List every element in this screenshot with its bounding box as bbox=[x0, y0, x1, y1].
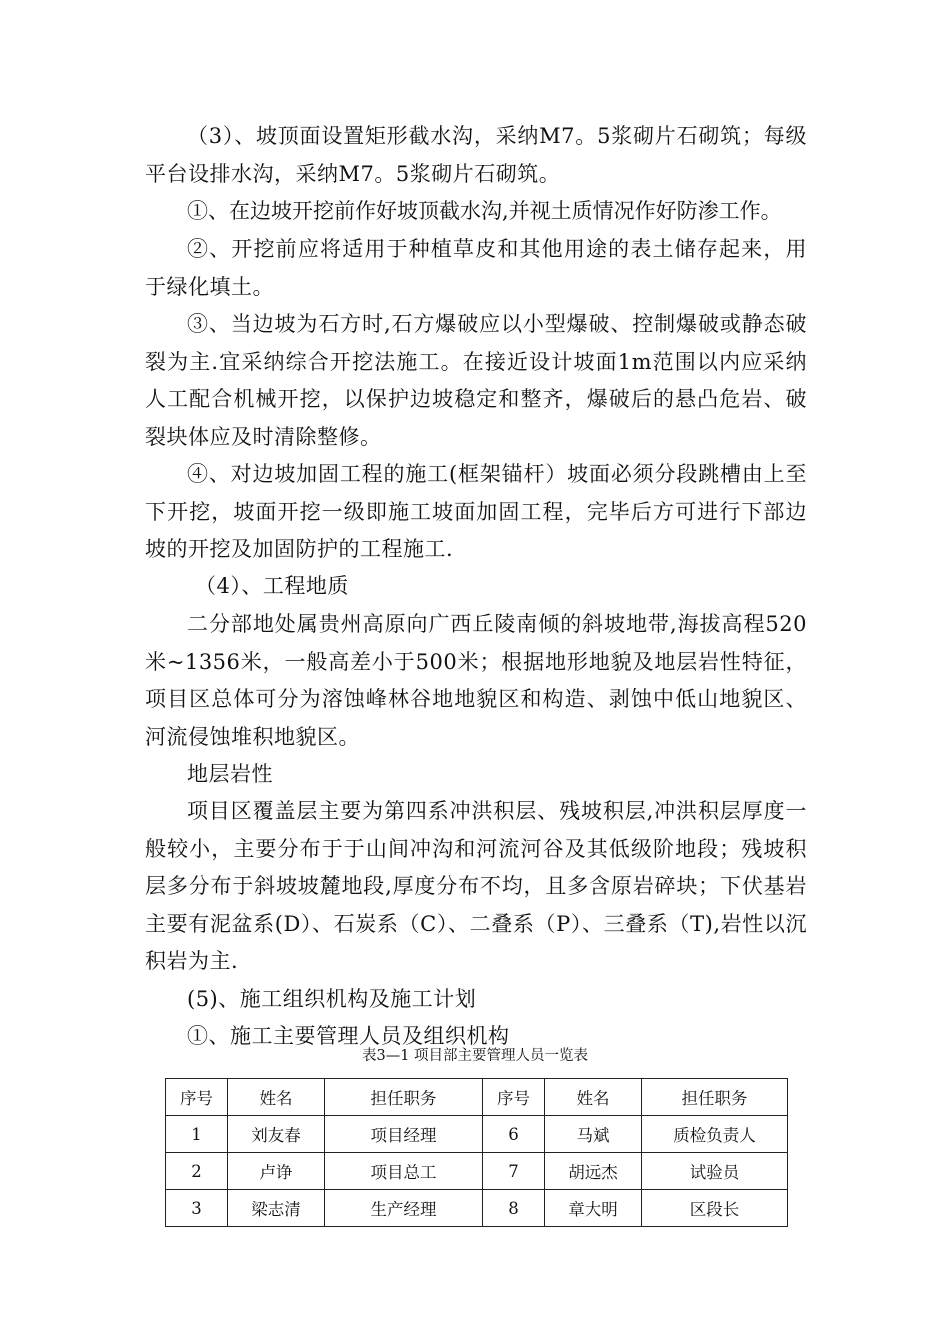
section-heading-organization: (5)、施工组织机构及施工计划 bbox=[187, 987, 477, 1011]
subheading-management: ①、施工主要管理人员及组织机构 bbox=[187, 1024, 510, 1048]
table-cell: 1 bbox=[166, 1116, 228, 1153]
table-cell: 马斌 bbox=[545, 1116, 642, 1153]
paragraph-item-1: ①、在边坡开挖前作好坡顶截水沟,并视土质情况作好防渗工作。 bbox=[187, 199, 782, 223]
table-cell: 章大明 bbox=[545, 1190, 642, 1227]
table-cell: 项目经理 bbox=[325, 1116, 483, 1153]
paragraph-item-2: ②、开挖前应将适用于种植草皮和其他用途的表土储存起来，用于绿化填土。 bbox=[145, 237, 807, 299]
table-cell: 质检负责人 bbox=[642, 1116, 788, 1153]
table-cell: 2 bbox=[166, 1153, 228, 1190]
table-cell: 区段长 bbox=[642, 1190, 788, 1227]
header-cell: 序号 bbox=[166, 1079, 228, 1116]
table-cell: 卢诤 bbox=[228, 1153, 325, 1190]
table-cell: 胡远杰 bbox=[545, 1153, 642, 1190]
table-caption: 表3—1 项目部主要管理人员一览表 bbox=[361, 1048, 589, 1064]
paragraph-strata: 项目区覆盖层主要为第四系冲洪积层、残坡积层,冲洪积层厚度一般较小，主要分布于于山间冲沟和河流河谷及其低级阶地段；残坡积层多分布于斜坡坡麓地段,厚度分布不均，且多含原岩碎块；下伏基岩主要有泥盆系(D）、石炭系（C）、二叠系（P）、三叠系（T),岩性以沉积岩为主. bbox=[145, 799, 807, 973]
table-cell: 8 bbox=[483, 1190, 545, 1227]
staff-table bbox=[165, 1078, 788, 1227]
header-cell: 序号 bbox=[483, 1079, 545, 1116]
paragraph-item-3: ③、当边坡为石方时,石方爆破应以小型爆破、控制爆破或静态破裂为主.宜采纳综合开挖法施工。在接近设计坡面1m范围以内应采纳人工配合机械开挖，以保护边坡稳定和整齐，爆破后的悬凸危岩、破裂块体应及时清除整修。 bbox=[145, 312, 807, 449]
table-cell: 梁志清 bbox=[228, 1190, 325, 1227]
header-cell: 姓名 bbox=[545, 1079, 642, 1116]
subheading-strata: 地层岩性 bbox=[187, 762, 273, 786]
table-row bbox=[166, 1190, 788, 1227]
table-cell: 生产经理 bbox=[325, 1190, 483, 1227]
table-cell: 3 bbox=[166, 1190, 228, 1227]
header-cell: 担任职务 bbox=[642, 1079, 788, 1116]
table-cell: 7 bbox=[483, 1153, 545, 1190]
table-cell: 6 bbox=[483, 1116, 545, 1153]
paragraph-drainage: （3）、坡顶面设置矩形截水沟，采纳M7。5浆砌片石砌筑；每级平台设排水沟，采纳M7。5浆砌片石砌筑。 bbox=[145, 124, 807, 186]
table-row bbox=[166, 1116, 788, 1153]
header-cell: 姓名 bbox=[228, 1079, 325, 1116]
table-header-row bbox=[166, 1079, 788, 1116]
section-heading-geology: （4）、工程地质 bbox=[195, 574, 349, 598]
header-cell: 担任职务 bbox=[325, 1079, 483, 1116]
paragraph-item-4: ④、对边坡加固工程的施工(框架锚杆）坡面必须分段跳槽由上至下开挖，坡面开挖一级即施工坡面加固工程，完毕后方可进行下部边坡的开挖及加固防护的工程施工. bbox=[145, 462, 807, 561]
table-cell: 刘友春 bbox=[228, 1116, 325, 1153]
table-row bbox=[166, 1153, 788, 1190]
paragraph-geology: 二分部地处属贵州高原向广西丘陵南倾的斜坡地带,海拔高程520米~1356米，一般高差小于500米；根据地形地貌及地层岩性特征，项目区总体可分为溶蚀峰林谷地地貌区和构造、剥蚀中低山地貌区、河流侵蚀堆积地貌区。 bbox=[145, 612, 807, 749]
table-cell: 试验员 bbox=[642, 1153, 788, 1190]
table-cell: 项目总工 bbox=[325, 1153, 483, 1190]
